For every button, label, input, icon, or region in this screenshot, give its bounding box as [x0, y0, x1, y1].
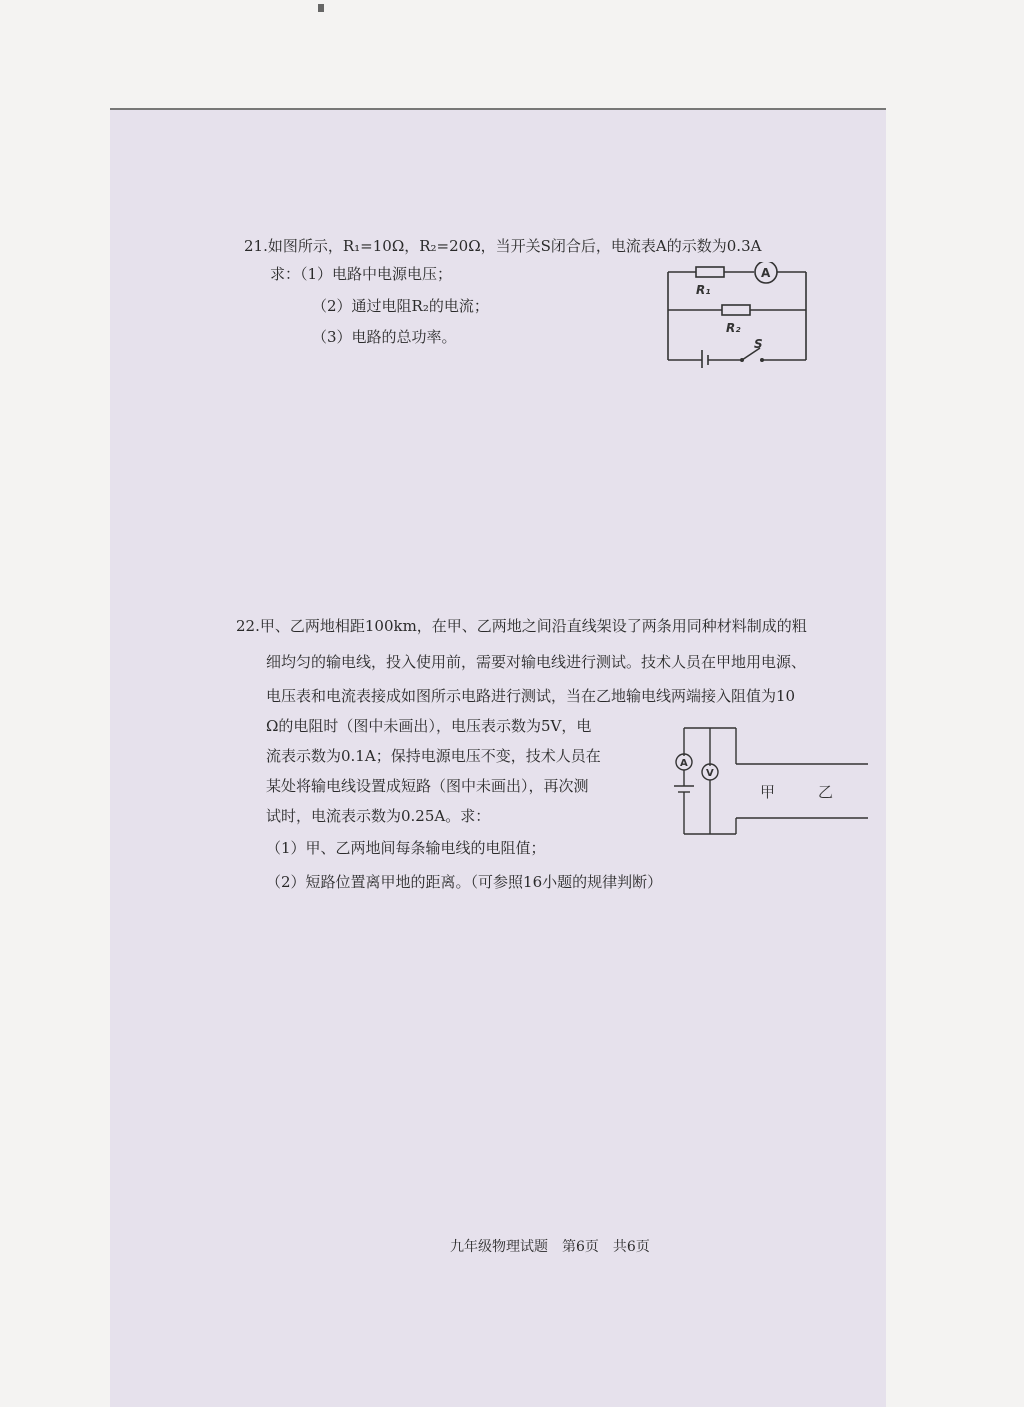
q22-line-3: 电压表和电流表接成如图所示电路进行测试，当在乙地输电线两端接入阻值为10 [266, 687, 796, 705]
q21-part-1: 求：（1）电路中电源电压； [270, 265, 453, 283]
q21-part-3: （3）电路的总功率。 [312, 328, 457, 346]
q22-part-1: （1）甲、乙两地间每条输电线的电阻值； [266, 839, 546, 857]
q22-line-7: 试时，电流表示数为0.25A。求： [266, 807, 491, 825]
q22-line-4: Ω的电阻时（图中未画出），电压表示数为5V，电 [266, 717, 592, 735]
ammeter-label: A [761, 266, 771, 280]
voltmeter-label: V [706, 768, 714, 779]
place-yi-label: 乙 [818, 783, 834, 801]
q21-circuit-diagram [660, 262, 820, 368]
q22-circuit-diagram [668, 722, 872, 850]
ammeter-label: A [680, 758, 688, 769]
place-jia-label: 甲 [760, 783, 776, 801]
q21-stem: 21.如图所示，R₁=10Ω，R₂=20Ω，当开关S闭合后，电流表A的示数为0.3A [244, 237, 762, 255]
page-footer: 九年级物理试题 第6页 共6页 [450, 1239, 650, 1255]
q22-line-6: 某处将输电线设置成短路（图中未画出），再次测 [266, 777, 589, 795]
q22-line-2: 细均匀的输电线，投入使用前，需要对输电线进行测试。技术人员在甲地用电源、 [266, 653, 807, 671]
q22-line-1: 22.甲、乙两地相距100km，在甲、乙两地之间沿直线架设了两条用同种材料制成的粗 [236, 617, 807, 635]
scan-speck [318, 4, 324, 12]
q22-part-2: （2）短路位置离甲地的距离。（可参照16小题的规律判断） [266, 873, 663, 891]
r1-label: R₁ [696, 283, 711, 297]
q22-line-5: 流表示数为0.1A；保持电源电压不变，技术人员在 [266, 747, 601, 765]
q21-part-2: （2）通过电阻R₂的电流； [312, 297, 489, 315]
r2-label: R₂ [726, 321, 741, 335]
switch-label: S [754, 337, 763, 351]
